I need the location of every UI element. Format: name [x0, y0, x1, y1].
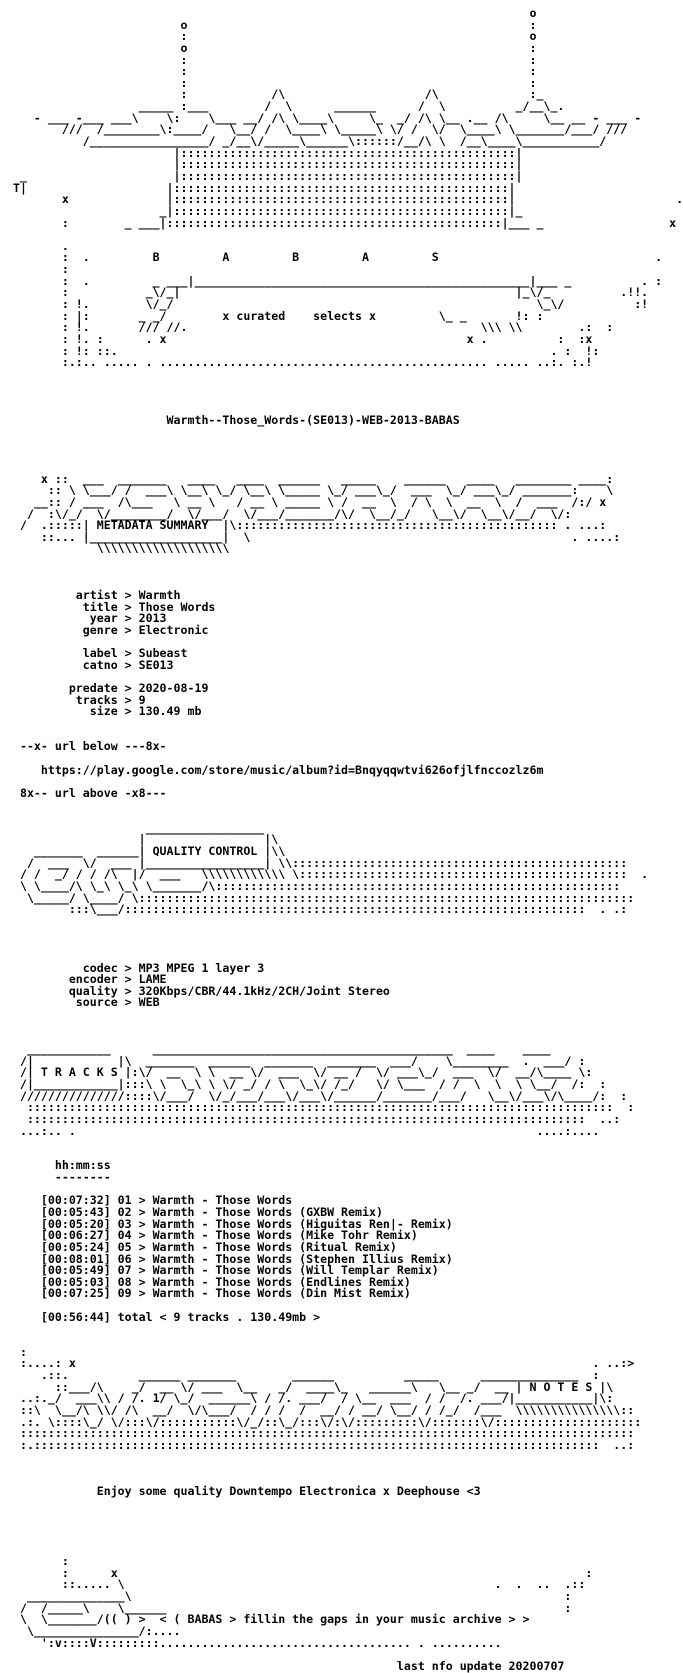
- nfo-line: \_____/ \____/ \:::::::::::::::::::::::::::::::::::::::::::::::::::::::::::::::::::::::: [6, 890, 635, 905]
- nfo-line: :: \ \___/ / ___\ \__\ \_/ \__\ \_____ \_/ ___\_/ ___ \_/ ___\_/ _______: \: [6, 483, 614, 498]
- nfo-line: ::___/\ _/ __ \/ ___ \__ _/ ____\_ ______\ \__ _/ __ | N O T E S |\: [6, 1379, 614, 1394]
- nfo-line: [6, 718, 648, 730]
- nfo-line: [6, 1498, 648, 1510]
- nfo-line: [6, 1009, 648, 1021]
- nfo-line: \ \____/\ \_\ \_\ \_______/\::::::::::::::::::::::::::::::::::::::::::::::::::::::::::: [6, 879, 621, 894]
- nfo-line: [00:05:49] 07 > Warmth - Those Words (Will Templar Remix): [6, 1263, 439, 1278]
- nfo-line: : /\ /\ :_: [6, 87, 544, 102]
- nfo-line: [00:08:01] 06 > Warmth - Those Words (Stephen Illius Remix): [6, 1251, 453, 1266]
- nfo-line: [6, 1021, 648, 1033]
- nfo-line: hh:mm:ss: [6, 1158, 111, 1173]
- nfo-line: --------: [6, 1170, 111, 1185]
- nfo-line: [00:07:25] 09 > Warmth - Those Words (Din Mist Remix): [6, 1286, 411, 1301]
- nfo-line: : :: [6, 64, 537, 79]
- nfo-line: [6, 1510, 648, 1522]
- nfo-line: [6, 1533, 648, 1545]
- nfo-line: encoder > LAME: [6, 972, 167, 987]
- nfo-line: | |\: [6, 832, 279, 847]
- nfo-line: [6, 1323, 648, 1335]
- nfo-line: [6, 369, 648, 381]
- nfo-line: /|____________|:::\ \ \_\ \ \/ _/ / \ \_\/ /_/ \/ \___ / / \ \ \ \__/ /: :: [6, 1076, 607, 1091]
- nfo-line: _|::::::::::::::::::::::::::::::::::::::::::::::::|_: [6, 203, 523, 218]
- nfo-line: o :: [6, 17, 537, 32]
- nfo-line: x |::::::::::::::::::::::::::::::::::::::::::::::::| .: [6, 192, 683, 207]
- nfo-line: :: [6, 262, 69, 277]
- nfo-line: : x :: [6, 1565, 593, 1580]
- nfo-line: / /_____\ \______ :: [6, 1600, 572, 1615]
- nfo-line: .: [6, 238, 69, 253]
- nfo-line: .::. ______ _______ ______ _____ ______________ :: [6, 1367, 600, 1382]
- nfo-line: o: [6, 6, 537, 20]
- nfo-line: artist > Warmth: [6, 588, 181, 603]
- nfo-line: [6, 1545, 648, 1557]
- nfo-line: [6, 939, 648, 951]
- nfo-line: [6, 392, 648, 404]
- nfo-line: size > 130.49 mb: [6, 704, 202, 719]
- nfo-line: : . _ ___|________________________________________________|___ _ . :: [6, 273, 663, 288]
- nfo-line: quality > 320Kbps/CBR/44.1kHz/2CH/Joint Stereo: [6, 983, 390, 998]
- nfo-line: |::::::::::::::::::::::::::::::::::::::::::::::::|: [6, 145, 523, 160]
- nfo-line: catno > SE013: [6, 657, 174, 672]
- nfo-line: : !. : . x x . : :x: [6, 331, 607, 346]
- nfo-line: o :: [6, 40, 537, 55]
- nfo-line: [00:06:27] 04 > Warmth - Those Words (Mike Tohr Remix): [6, 1228, 418, 1243]
- nfo-line: :....: x . ..:>: [6, 1356, 635, 1371]
- nfo-line: : !. \/_/ \_\/ :!: [6, 297, 663, 312]
- nfo-line: [6, 555, 648, 567]
- nfo-line: :.:.. ..... . ............................................... ..... ..:. :.!: [6, 355, 600, 370]
- nfo-line: [6, 1521, 648, 1533]
- nfo-line: [6, 800, 648, 812]
- nfo-line: [00:56:44] total < 9 tracks . 130.49mb >: [6, 1309, 321, 1324]
- nfo-line: [6, 916, 648, 928]
- nfo-line: [00:05:24] 05 > Warmth - Those Words (Ritual Remix): [6, 1239, 397, 1254]
- nfo-line: __:: / ___ /\___ \ __ \ / __ \ _____ \ / __ \ / \ \ __ \ / ___ /:/ x: [6, 494, 607, 509]
- nfo-line: https://play.google.com/store/music/album?id=Bnqyqqwtvi626ofjlfnccozlz6m: [6, 762, 544, 777]
- nfo-line: [00:05:43] 02 > Warmth - Those Words (GXBW Remix): [6, 1204, 383, 1219]
- nfo-line: .:. \::::\_/ \/:::\/:::::::::::\/_/::\_/:::\/:\/:::::::::\/:::::::\/:::::::::::::::::::::: [6, 1414, 642, 1429]
- nfo-line: |::::::::::::::::::::::::::::::::::::::::::::::::|: [6, 157, 523, 172]
- nfo-line: / ___ \/ ___ |_________________| \\::::::::::::::::::::::::::::::::::::::::::::::::: [6, 855, 628, 870]
- nfo-line: : :: [6, 75, 537, 90]
- nfo-line: [00:05:03] 08 > Warmth - Those Words (Endlines Remix): [6, 1274, 411, 1289]
- nfo-line: [6, 229, 648, 241]
- nfo-line: / / _/ / / /\ |/ ___ \\\\\\\\\\\\ \::::::::::::::::::::::::::::::::::::::::::::::: .: [6, 867, 649, 882]
- nfo-line: [6, 1451, 648, 1463]
- nfo-line: : :: [6, 52, 537, 67]
- nfo-line: / .:::::| METADATA SUMMARY |\:::::::::::::::::::::::::::::::::::::::::::::: . ...:: [6, 518, 607, 533]
- nfo-line: [6, 1463, 648, 1475]
- nfo-line: [00:05:20] 03 > Warmth - Those Words (Higuitas Ren|- Remix): [6, 1216, 453, 1231]
- nfo-line: ..:._/ ___\\ / /. 1/ \_/ ______\ / /. ___/ / \__ ___ / / /. ___/|___________|\:: [6, 1391, 614, 1406]
- nfo-line: : . B A B A S .: [6, 250, 663, 265]
- nfo-line: label > Subeast: [6, 646, 188, 661]
- nfo-line: ::\ \__/\ \\/ /\ __/ \/\___/ / / / / __/ / __/ \__/ / /_/ /___ \\\\\\\\\\\\\\\::: [6, 1402, 635, 1417]
- nfo-line: predate > 2020-08-19: [6, 681, 209, 696]
- nfo-line: ::::::::::::::::::::::::::::::::::::::::::::::::::::::::::::::::::::::::::::::::::::::::: [6, 1426, 635, 1441]
- nfo-line: ///////////////::::\/___/ \/_/___/___\/___\/______/_______/___/ \__\/___\/\____/: :: [6, 1088, 628, 1103]
- nfo-line: ':v::::V:::::::::.................................... . ..........: [6, 1635, 502, 1650]
- nfo-line: \_______________/:....: [6, 1624, 181, 1639]
- nfo-line: [6, 928, 648, 940]
- nfo-line: /| T R A C K S |:\/ __ \ \ __ \/ ___ \/ __ / \/ ___\_/ ___ \/ __/\____ \:: [6, 1065, 593, 1080]
- nfo-line: _ |::::::::::::::::::::::::::::::::::::::::::::::::|: [6, 168, 523, 183]
- nfo-line: [6, 450, 648, 462]
- nfo-line: [00:07:32] 01 > Warmth - Those Words: [6, 1193, 293, 1208]
- nfo-line: :: [6, 1554, 69, 1569]
- nfo-line: T| |::::::::::::::::::::::::::::::::::::::::::::::::|: [6, 180, 516, 195]
- nfo-line: : _ ___|::::::::::::::::::::::::::::::::::::::::::::::::|___ _ x: [6, 215, 677, 230]
- nfo-line: :.::::::::::::::::::::::::::::::::::::::::::::::::::::::::::::::::::::::::::::::::: ..:: [6, 1437, 635, 1452]
- nfo-line: - ___ -___ ___\ \: \___ __/ /\ \____\ \_ _/ /\ \__ .__ /\ \__ __ - ___ -: [6, 110, 642, 125]
- nfo-line: : |: _ _/ x curated selects x \_ _ !: :: [6, 308, 544, 323]
- nfo-line: [6, 381, 648, 393]
- nfo-line: :: [6, 1344, 27, 1359]
- nfo-line: ...:.. . ....:....: [6, 1123, 600, 1138]
- nfo-line: title > Those Words: [6, 599, 216, 614]
- nfo-line: [6, 1335, 648, 1347]
- nfo-line: [6, 567, 648, 579]
- nfo-line: ::..... \ . . .. .::: [6, 1577, 586, 1592]
- nfo-line: codec > MP3 MPEG 1 layer 3: [6, 960, 265, 975]
- nfo-line: _____ :___ / \ ______ / \ _/__\_.: [6, 99, 565, 114]
- nfo-line: [6, 427, 648, 439]
- nfo-line: :::::::::::::::::::::::::::::::::::::::::::::::::::::::::::::::::::::::::::::::::::: :: [6, 1100, 635, 1115]
- nfo-line: _________________: [6, 820, 265, 835]
- nfo-line: year > 2013: [6, 611, 167, 626]
- nfo-line: _______ ______| QUALITY CONTROL |\\: [6, 844, 286, 859]
- nfo-line: Warmth--Those_Words-(SE013)-WEB-2013-BABAS: [6, 413, 460, 428]
- nfo-line: :::::::::::::::::::::::::::::::::::::::::::::::::::::::::::::::::::::::::::::::: ..:: [6, 1111, 621, 1126]
- nfo-line: \ \_______/(( ) > < ( BABAS > fillin the gaps in your music archive > >: [6, 1612, 530, 1627]
- nfo-line: : o: [6, 29, 537, 44]
- nfo-line: 8x-- url above -x8---: [6, 785, 167, 800]
- nfo-line: /// /________\:____/ \__/ / \____\ \_____\ \/ / \/ \____\ \_______/___/ ///: [6, 122, 635, 137]
- nfo-line: ______________\ :: [6, 1589, 572, 1604]
- nfo-line: :::\___/:::::::::::::::::::::::::::::::::::::::::::::::::::::::::::::::::: . .:: [6, 902, 628, 917]
- nfo-line: ____________ ___________________________________________ ____ ____: [6, 1042, 551, 1057]
- nfo-line: /| |\ _______ ______ _______ _______ ___/ \________ . ___/ :: [6, 1053, 586, 1068]
- nfo-line: tracks > 9: [6, 692, 146, 707]
- nfo-line: \\\\\\\\\\\\\\\\\\\: [6, 541, 230, 556]
- nfo-line: genre > Electronic: [6, 622, 209, 637]
- nfo-line: [6, 1137, 648, 1149]
- nfo-line: / :\/_/ \/________/ \/___/ \/___/_______/\/ \__/_/ \__\/ \__\/__/ \/:: [6, 506, 572, 521]
- nfo-line: ::... |___________________| \ . ....:: [6, 529, 621, 544]
- nfo-line: Enjoy some quality Downtempo Electronica x Deephouse <3: [6, 1484, 481, 1499]
- nfo-line: : _\/_| |_\/_ .!!.: [6, 285, 649, 300]
- nfo-line: last nfo update 20200707: [6, 1658, 565, 1673]
- nfo-line: : !: ::. . : !:: [6, 343, 607, 358]
- nfo-line: x :: ___ _______ ____ ____ ______ _____ ______ ____ ________ ____:: [6, 471, 614, 486]
- nfo-line: /_________________/ _/__\/_____\______\::::::/__/\ \ /__\____\___________/: [6, 134, 607, 149]
- nfo-line: : !. /// //. \\\ \\ .: :: [6, 320, 614, 335]
- nfo-line: [6, 439, 648, 451]
- nfo-line: --x- url below ---8x-: [6, 739, 167, 754]
- nfo-line: source > WEB: [6, 995, 160, 1010]
